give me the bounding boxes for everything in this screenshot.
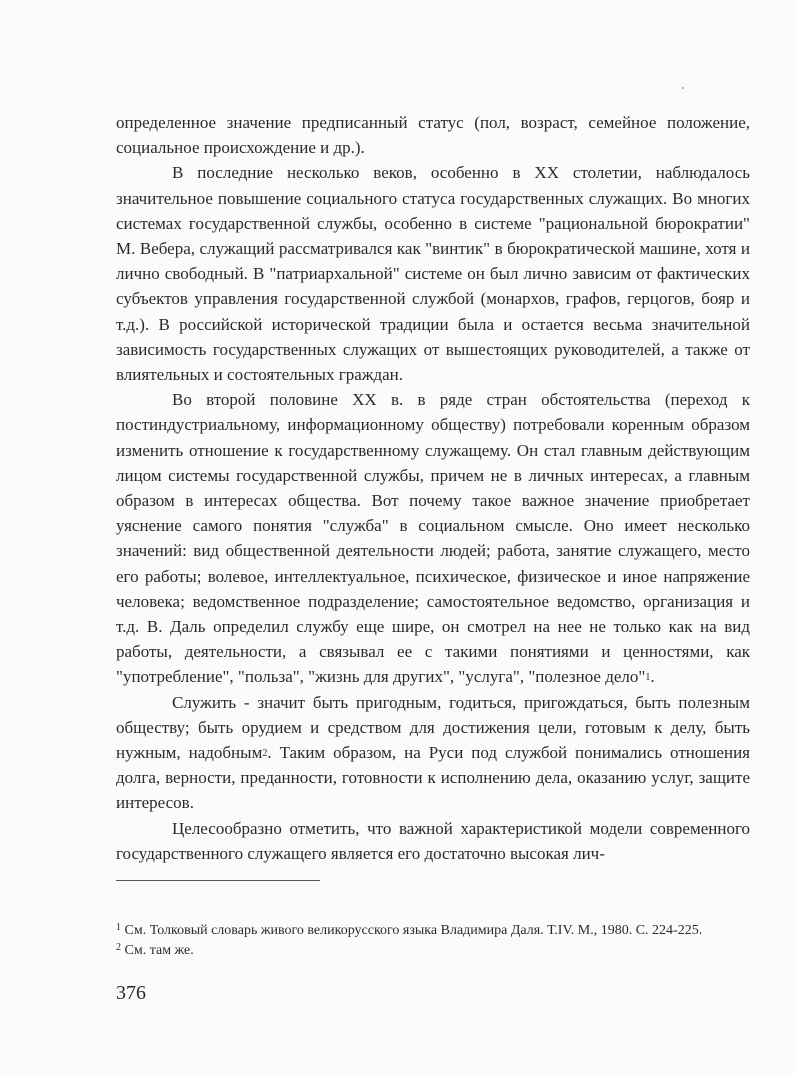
page-number: 376 <box>116 982 146 1004</box>
paragraph-3-text: Во второй половине XX в. в ряде стран обстоятельства (переход к постиндустриальному, информационному обществу) потребовали коренным образом изменить отношение к государственному служащему. Он стал главным действующим лицом системы государственной службы, причем не в личных интересах, а главным образом в интересах общества. Вот почему такое важное значение приобретает уяснение самого понятия "служба" в социальном смысле. Оно имеет несколько значений: вид общественной деятельности людей; работа, занятие служащего, место его работы; волевое, интеллектуальное, психическое, физическое и иное напряжение человека; ведомственное подразделение; самостоятельное ведомство, организация и т.д. В. Даль определил службу еще шире, он смотрел на нее не только как на вид работы, деятельности, а связывал ее с такими понятиями и ценностями, как "употребление", "польза", "жизнь для других", "услуга", "полезное дело" <box>116 390 750 687</box>
footnote-2-number: 2 <box>116 942 121 953</box>
paragraph-5: Целесообразно отметить, что важной характеристикой модели современного государственного служащего является его достаточно высокая лич- <box>116 818 750 863</box>
footnotes <box>116 921 750 961</box>
footnote-divider <box>116 880 320 881</box>
footnote-marker-2[interactable]: 2 <box>262 748 268 760</box>
paragraph-3: Во второй половине XX в. в ряде стран обстоятельства (переход к постиндустриальному, информационному обществу) потребовали коренным образом изменить отношение к государственному служащему. Он стал главным действующим лицом системы государственной службы, причем не в личных интересах, а главным образом в интересах общества. Вот почему такое важное значение приобретает уяснение самого понятия "служба" в социальном смысле. Оно имеет несколько значений: вид общественной деятельности людей; работа, занятие служащего, место его работы; волевое, интеллектуальное, психическое, физическое и иное напряжение человека; ведомственное подразделение; самостоятельное ведомство, организация и т.д. В. Даль определил службу еще шире, он смотрел на нее не только как на вид работы, деятельности, а связывал ее с такими понятиями и ценностями, как "употребление", "польза", "жизнь для других", "услуга", "полезное дело"$^1$. <box>116 390 750 687</box>
scan-speck <box>682 87 684 89</box>
paragraph-1: определенное значение предписанный статус (пол, возраст, семейное положение, социальное происхождение и др.). <box>116 113 750 158</box>
footnote-marker-1[interactable]: 1 <box>645 672 651 684</box>
footnote-2-text: См. там же. <box>124 943 194 958</box>
footnote-1-text: См. Толковый словарь живого великорусского языка Владимира Даля. Т.IV. М., 1980. С. 224-225. <box>124 923 703 938</box>
paragraph-4: Служить - значит быть пригодным, годиться, пригождаться, быть полезным обществу; быть орудием и средством для достижения цели, готовым к делу, быть нужным, надобным$^2$. Таким образом, на Руси под службой понимались отношения долга, верности, преданности, готовности к исполнению дела, оказанию услуг, защите интересов. <box>116 692 750 813</box>
paragraph-4-text: Служить - значит быть пригодным, годиться, пригождаться, быть полезным обществу; быть орудием и средством для достижения цели, готовым к делу, быть нужным, надобным <box>116 692 750 763</box>
paragraph-2: В последние несколько веков, особенно в XX столетии, наблюдалось значительное повышение социального статуса государственных служащих. Во многих системах государственной службы, особенно в системе "рациональной бюрократии" М. Вебера, служащий рассматривался как "винтик" в бюрократической машине, хотя и лично свободный. В "патриархальной" системе он был лично зависим от фактических субъектов управления государственной службой (монархов, графов, герцогов, бояр и т.д.). В российской исторической традиции была и остается весьма значительной зависимость государственных служащих от вышестоящих руководителей, а также от влиятельных и состоятельных граждан. <box>116 163 750 385</box>
footnote-1 <box>116 921 750 941</box>
footnote-1-number: 1 <box>116 922 121 933</box>
paragraph-4-continuation: Таким образом, на Руси под службой понимались отношения долга, верности, преданности, готовности к исполнению дела, оказанию услуг, защите интересов. <box>116 743 750 813</box>
body-text <box>116 110 750 866</box>
footnote-2 <box>116 941 750 961</box>
